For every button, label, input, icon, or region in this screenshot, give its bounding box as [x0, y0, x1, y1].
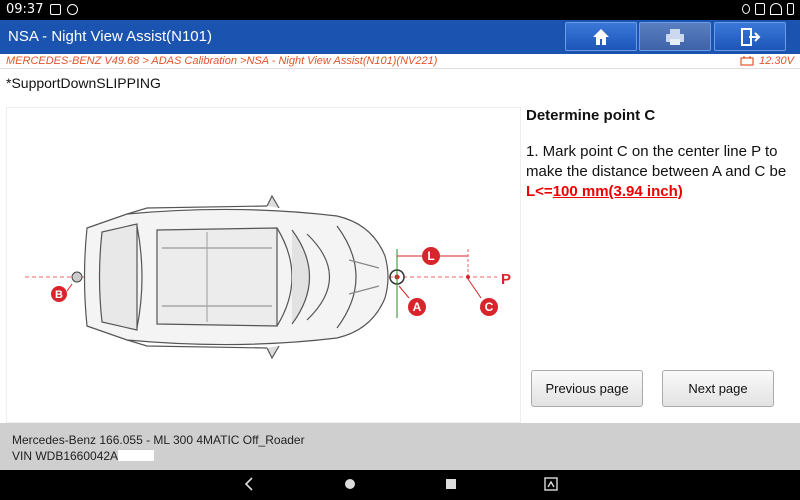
home-nav-icon[interactable] [343, 476, 357, 492]
requirement-value: 100 mm(3.94 inch) [552, 183, 683, 200]
instructions-panel [526, 107, 794, 202]
system-icons [742, 3, 794, 15]
point-c-marker [466, 275, 470, 279]
callout-l-label: L [427, 249, 435, 263]
vehicle-info-footer [0, 423, 800, 470]
recents-icon[interactable] [444, 476, 458, 492]
previous-page-button[interactable]: Previous page [531, 370, 643, 407]
vehicle-vin: VIN WDB1660042A [12, 449, 119, 463]
requirement-prefix: L<= [526, 183, 553, 200]
instructions-heading: Determine point C [526, 107, 656, 124]
vehicle-vin-line [12, 449, 154, 463]
status-bar [0, 0, 800, 20]
wifi-icon [770, 3, 782, 15]
page-title: NSA - Night View Assist(N101) [8, 28, 212, 45]
voltage-indicator [740, 55, 794, 67]
callout-c-label: C [484, 300, 494, 314]
back-icon[interactable] [243, 476, 255, 492]
settings-notification-icon [67, 4, 78, 15]
callout-a-label: A [412, 300, 422, 314]
next-page-button[interactable]: Next page [662, 370, 774, 407]
bluetooth-icon [742, 4, 750, 14]
status-time: 09:37 [6, 2, 44, 17]
rear-sensor [72, 272, 82, 282]
car-top-view-diagram [7, 108, 520, 422]
home-icon [591, 27, 611, 47]
instructions-text: 1. Mark point C on the center line P to make the distance between A and C be [526, 143, 787, 180]
center-line-p-label: P [501, 271, 512, 288]
system-nav-bar [0, 470, 800, 500]
printer-icon [664, 27, 686, 47]
battery-icon [787, 3, 794, 15]
vin-redaction [118, 450, 154, 461]
home-button[interactable] [565, 22, 637, 51]
support-text: *SupportDownSLIPPING [6, 75, 161, 91]
battery-voltage-icon [740, 56, 754, 66]
screenshot-icon[interactable] [543, 476, 559, 492]
exit-icon [739, 27, 761, 47]
vehicle-model: Mercedes-Benz 166.055 - ML 300 4MATIC Off_Roader [12, 433, 305, 447]
callout-b-label: B [55, 289, 63, 301]
voltage-value: 12.30V [759, 55, 794, 67]
title-bar [0, 20, 800, 54]
calibration-diagram [6, 107, 521, 423]
breadcrumb-path: MERCEDES-BENZ V49.68 > ADAS Calibration >NSA - Night View Assist(N101)(NV221) [6, 55, 438, 67]
instructions-body [526, 142, 794, 202]
exit-button[interactable] [714, 22, 786, 51]
vibrate-icon [755, 3, 765, 15]
distance-requirement [526, 183, 683, 200]
print-button[interactable] [639, 22, 711, 51]
notification-icons [50, 4, 78, 15]
image-notification-icon [50, 4, 61, 15]
car-body [85, 196, 389, 358]
breadcrumb [0, 54, 800, 69]
